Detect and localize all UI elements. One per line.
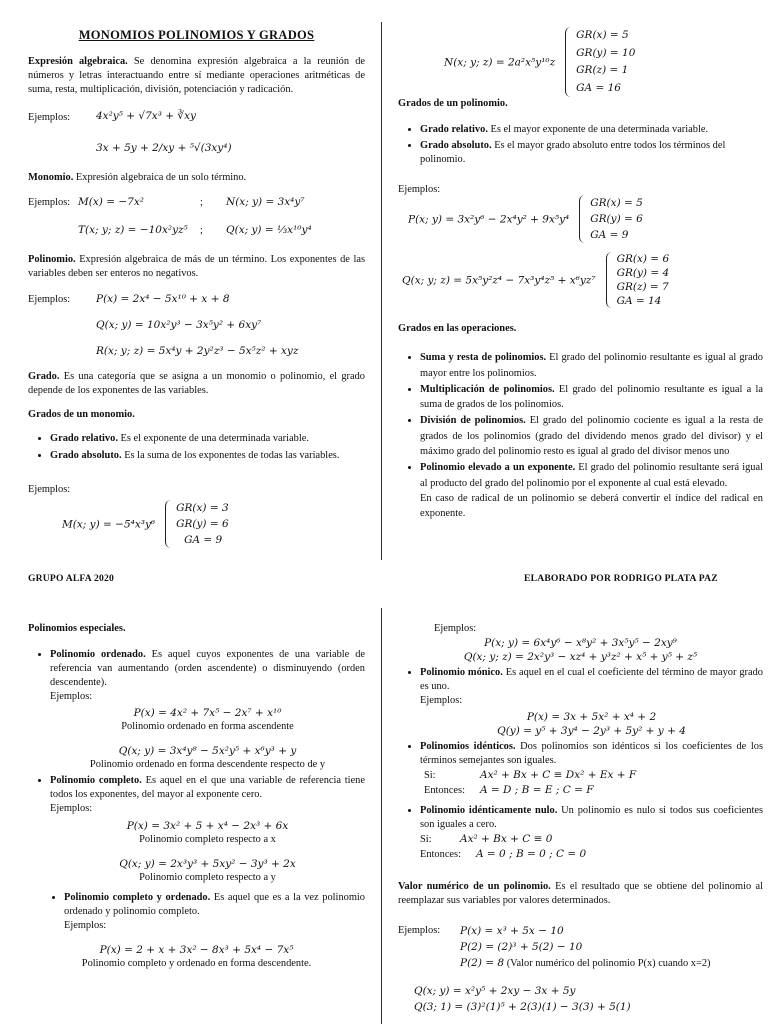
item-text: Dos polinomios son idénticos si los coeficientes de los términos semejantes son iguales. — [420, 741, 763, 766]
ordenado-caption-1: Polinomio ordenado en forma ascendente — [121, 721, 294, 732]
grado-term: Grado. — [28, 371, 60, 382]
identicos-entonces-label: Entonces: — [424, 785, 465, 796]
valor-ejemplos-label: Ejemplos: — [398, 925, 441, 936]
item-text: Es el mayor exponente de una determinada variable. — [487, 124, 709, 135]
right-example-2: Q(x; y; z) = 2x²y³ − xz⁴ + y³z² + x⁵ + y⁵ + z⁵ — [463, 651, 698, 663]
valor-line-2: P(2) = (2)³ + 5(2) − 10 — [460, 941, 583, 953]
q-degree-brace — [606, 252, 670, 308]
ordenado-example-1: P(x) = 4x² + 7x⁵ − 2x⁷ + x¹⁰ — [133, 707, 282, 719]
q-example — [402, 252, 669, 308]
item-text: Es aquel en el que una variable de referencia tiene todos los exponentes, del mayor al exponente cero. — [50, 775, 365, 800]
polinomio-paragraph — [28, 253, 365, 281]
monomio-degree-brace — [165, 500, 229, 548]
operaciones-heading-text: Grados en las operaciones. — [398, 323, 517, 334]
brace-line: GA = 14 — [616, 295, 662, 307]
grados-polinomio-section — [398, 97, 763, 197]
n-expression: N(x; y; z) = 2a²x⁵y¹⁰z — [444, 56, 556, 69]
item-term: Grado absoluto. — [50, 450, 122, 461]
grados-monomio-ejemplos-label: Ejemplos: — [28, 484, 71, 495]
monomio-term: Monomio. — [28, 172, 74, 183]
list-item — [420, 382, 763, 413]
monomio-sep-2: ; — [200, 225, 203, 236]
list-item — [420, 666, 763, 738]
expresion-term: Expresión algebraica. — [28, 56, 128, 67]
brace-line: GR(x) = 5 — [590, 197, 643, 209]
nulo-si-label: Si: — [420, 834, 432, 845]
brace-line: GR(y) = 6 — [590, 213, 643, 225]
identicos-si-label: Si: — [424, 770, 436, 781]
item-text: El grado del polinomio resultante será igual al producto del grado del polinomio por el exponente al cual está elevado. — [420, 462, 763, 489]
completo-caption-2: Polinomio completo respecto a y — [139, 872, 276, 883]
monico-example-1: P(x) = 3x + 5x² + x⁴ + 2 — [526, 711, 657, 723]
item-text: El grado del polinomio resultante es igual al grado mayor entre los polinomios. — [420, 352, 763, 379]
footer-left: GRUPO ALFA 2020 — [28, 573, 114, 584]
p-example — [408, 195, 643, 243]
grados-polinomio-ejemplos-label: Ejemplos: — [398, 184, 441, 195]
valor-line-3 — [460, 956, 711, 971]
valor-line-3-note: (Valor numérico del polinomio P(x) cuando x=2) — [504, 958, 711, 969]
n-example — [444, 27, 635, 97]
grados-monomio-list — [28, 432, 365, 463]
radical-note: En caso de radical de un polinomio se deberá convertir el índice del radical en exponente. — [420, 492, 763, 520]
n-degree-brace — [565, 27, 635, 97]
brace-line: GR(y) = 6 — [176, 518, 229, 530]
monomio-example-4: Q(x; y) = ⅓x¹⁰y⁴ — [226, 224, 312, 236]
brace-line: GR(z) = 7 — [616, 281, 669, 293]
ordenado-ejemplos-label: Ejemplos: — [50, 691, 93, 702]
valor-paragraph — [398, 880, 763, 908]
operaciones-list — [398, 350, 763, 521]
list-item — [420, 139, 763, 167]
especiales-list — [28, 648, 365, 885]
expresion-ejemplos-label: Ejemplos: — [28, 112, 71, 123]
monomio-expression: M(x; y) = −5⁴x³y⁶ — [62, 518, 156, 531]
item-text: Es aquel que es a la vez polinomio ordenado y polinomio completo. — [64, 892, 365, 917]
item-term: Suma y resta de polinomios. — [420, 352, 547, 364]
column-divider — [381, 608, 382, 1024]
monomio-section — [28, 171, 365, 185]
polinomio-example-1: P(x) = 2x⁴ − 5x¹⁰ + x + 8 — [96, 293, 230, 305]
expresion-section — [28, 55, 365, 97]
operaciones-section — [398, 321, 763, 523]
list-item — [420, 740, 763, 798]
especiales-heading-text: Polinomios especiales. — [28, 623, 126, 634]
valor-line-5: Q(3; 1) = (3)²(1)⁵ + 2(3)(1) − 3(3) + 5(1) — [414, 1001, 631, 1013]
item-term: Polinomio idénticamente nulo. — [420, 805, 558, 816]
list-item — [420, 804, 763, 862]
valor-line-1: P(x) = x³ + 5x − 10 — [460, 925, 564, 937]
p-degree-brace — [579, 195, 643, 243]
right-ejemplos-label: Ejemplos: — [434, 623, 477, 634]
q-expression: Q(x; y; z) = 5x⁵y²z⁴ − 7x³y⁴z⁵ + x⁶yz⁷ — [402, 274, 596, 287]
monomio-example-1: M(x) = −7x² — [78, 196, 144, 208]
monomio-sep-1: ; — [200, 197, 203, 208]
especiales-heading — [28, 622, 365, 636]
right-example-1: P(x; y) = 6x⁴y⁶ − x⁸y² + 3x⁵y⁵ − 2xy⁹ — [484, 637, 677, 649]
monomio-ejemplos-label: Ejemplos: — [28, 197, 71, 208]
expresion-text: Se denomina expresión algebraica a la reunión de números y letras interactuando entre sí mediante operaciones aritméticas de suma, resta, multiplicación, división, potenciación y radicación. — [28, 56, 365, 95]
completo-ejemplos-label: Ejemplos: — [50, 803, 93, 814]
expresion-paragraph — [28, 55, 365, 97]
item-text: Es la suma de los exponentes de todas las variables. — [121, 450, 340, 461]
list-item — [50, 774, 365, 885]
item-text: El grado del polinomio resultante es igual a la suma de grados de los polinomios. — [420, 383, 763, 411]
valor-line-3-expr: P(2) = 8 — [460, 957, 505, 969]
footer-right: ELABORADO POR RODRIGO PLATA PAZ — [524, 573, 718, 584]
grado-text: Es una categoría que se asigna a un monomio o polinomio, el grado depende de los exponentes de las variables. — [28, 371, 365, 396]
especiales-section — [28, 622, 365, 971]
item-text: Un polinomio es nulo si todos sus coeficientes son iguales a cero. — [420, 805, 763, 830]
ordenado-caption-2: Polinomio ordenado en forma descendente respecto de y — [89, 759, 326, 770]
item-term: Polinomio elevado a un exponente. — [420, 462, 576, 474]
identicos-si-expression: Ax² + Bx + C ≡ Dx² + Ex + F — [480, 769, 637, 781]
completo-ordenado-example-1: P(x) = 2 + x + 3x² − 8x³ + 5x⁴ − 7x⁵ — [99, 944, 294, 956]
completo-ordenado-caption-1: Polinomio completo y ordenado en forma descendente. — [81, 958, 312, 969]
identicos-entonces-expression: A = D ; B = E ; C = F — [480, 784, 594, 796]
monomio-text: Expresión algebraica de un solo término. — [73, 172, 247, 183]
list-item — [420, 460, 763, 521]
completo-example-1: P(x) = 3x² + 5 + x⁴ − 2x³ + 6x — [126, 820, 289, 832]
grados-polinomio-list — [398, 123, 763, 167]
brace-line: GR(x) = 3 — [176, 502, 229, 514]
item-term: Polinomio completo. — [50, 775, 142, 786]
nulo-entonces-label: Entonces: — [420, 849, 461, 860]
brace-line: GR(x) = 5 — [576, 29, 629, 41]
brace-line: GA = 9 — [590, 229, 629, 241]
list-item — [50, 449, 365, 463]
page-title: MONOMIOS POLINOMIOS Y GRADOS — [78, 28, 315, 42]
column-divider — [381, 22, 382, 560]
item-text: El grado del polinomio cociente es igual a la resta de grados de los polinomios (grado del dividendo menos grado del divisor) y el máximo grado del polinomio resto es igual al grado del divisor menos uno — [420, 415, 763, 458]
page2-right-column — [398, 622, 763, 1014]
list-item — [420, 413, 763, 459]
polinomio-example-3: R(x; y; z) = 5x⁴y + 2y²z³ − 5x⁵z² + xyz — [96, 345, 299, 357]
item-term: Polinomio completo y ordenado. — [64, 892, 211, 903]
polinomio-term: Polinomio. — [28, 254, 76, 265]
monomio-example-2: N(x; y) = 3x⁴y⁷ — [226, 196, 305, 208]
list-item — [50, 648, 365, 772]
item-term: Polinomio mónico. — [420, 667, 503, 678]
item-text: Es el mayor grado absoluto entre todos los términos del polinomio. — [420, 140, 726, 165]
page1-left-column — [28, 28, 365, 42]
grado-section — [28, 370, 365, 464]
item-term: Multiplicación de polinomios. — [420, 383, 555, 395]
monomio-example-3: T(x; y; z) = −10x²yz⁵ — [78, 224, 188, 236]
grados-monomio-example — [62, 500, 229, 548]
item-text: Es el exponente de una determinada variable. — [117, 433, 309, 444]
grados-monomio-heading-text: Grados de un monomio. — [28, 409, 135, 420]
polinomio-text: Expresión algebraica de más de un término. Los exponentes de las variables deben ser enteros no negativos. — [28, 254, 365, 279]
monico-example-2: Q(y) = y⁵ + 3y⁴ − 2y³ + 5y² + y + 4 — [497, 725, 686, 737]
polinomio-ejemplos-label: Ejemplos: — [28, 294, 71, 305]
ordenado-example-2: Q(x; y) = 3x⁴y⁸ − 5x²y⁵ + x⁶y³ + y — [118, 745, 297, 757]
item-text: Es aquel en el cual el coeficiente del término de mayor grado es uno. — [420, 667, 764, 692]
list-item — [50, 432, 365, 446]
brace-line: GA = 16 — [576, 81, 621, 94]
item-term: Grado relativo. — [50, 433, 118, 444]
completo-caption-1: Polinomio completo respecto a x — [139, 834, 276, 845]
operaciones-heading — [398, 321, 763, 336]
item-term: Grado relativo. — [420, 124, 488, 135]
p-expression: P(x; y) = 3x²y⁶ − 2x⁴y² + 9x⁵y⁴ — [408, 213, 570, 226]
item-term: Polinomio ordenado. — [50, 649, 146, 660]
list-item — [420, 123, 763, 137]
valor-term: Valor numérico de un polinomio. — [398, 881, 551, 892]
valor-text: Es el resultado que se obtiene del polinomio al reemplazar sus variables por valores determinados. — [398, 881, 763, 906]
item-term: Polinomios idénticos. — [420, 741, 516, 752]
item-term: Grado absoluto. — [420, 140, 492, 151]
item-term: División de polinomios. — [420, 415, 526, 427]
polinomio-example-2: Q(x; y) = 10x²y³ − 3x⁵y² + 6xy⁷ — [96, 319, 262, 331]
nulo-si-expression: Ax² + Bx + C ≡ 0 — [460, 833, 553, 845]
right-special-list — [398, 666, 763, 862]
completo-example-2: Q(x; y) = 2x³y³ + 5xy² − 3y³ + 2x — [119, 858, 296, 870]
grado-paragraph — [28, 370, 365, 398]
brace-line: GA = 9 — [184, 534, 223, 546]
brace-line: GR(y) = 10 — [576, 46, 636, 59]
expresion-example-1: 4x²y⁵ + √7x³ + ∛xy — [96, 110, 196, 122]
nulo-entonces-expression: A = 0 ; B = 0 ; C = 0 — [476, 848, 587, 860]
completo-ordenado-list — [28, 891, 365, 933]
list-item — [420, 350, 763, 381]
valor-line-4: Q(x; y) = x²y⁵ + 2xy − 3x + 5y — [414, 985, 576, 997]
page-2 — [0, 600, 768, 1024]
brace-line: GR(y) = 4 — [616, 267, 670, 279]
item-text: Es aquel cuyos exponentes de una variable de referencia van aumentando (orden ascendente) o disminuyendo (orden descendente). — [50, 649, 366, 688]
grados-polinomio-heading-text: Grados de un polinomio. — [398, 98, 508, 109]
valor-example-block — [398, 924, 763, 972]
polinomio-section — [28, 253, 365, 281]
monomio-paragraph — [28, 171, 365, 185]
grados-monomio-heading — [28, 408, 365, 422]
brace-line: GR(z) = 1 — [576, 64, 629, 76]
list-item — [64, 891, 365, 933]
brace-line: GR(x) = 6 — [616, 253, 670, 265]
monico-ejemplos-label: Ejemplos: — [420, 695, 463, 706]
expresion-example-2: 3x + 5y + 2/xy + ⁵√(3xy⁴) — [96, 142, 232, 154]
grados-polinomio-heading — [398, 97, 763, 111]
completo-ordenado-ejemplos-label: Ejemplos: — [64, 920, 107, 931]
